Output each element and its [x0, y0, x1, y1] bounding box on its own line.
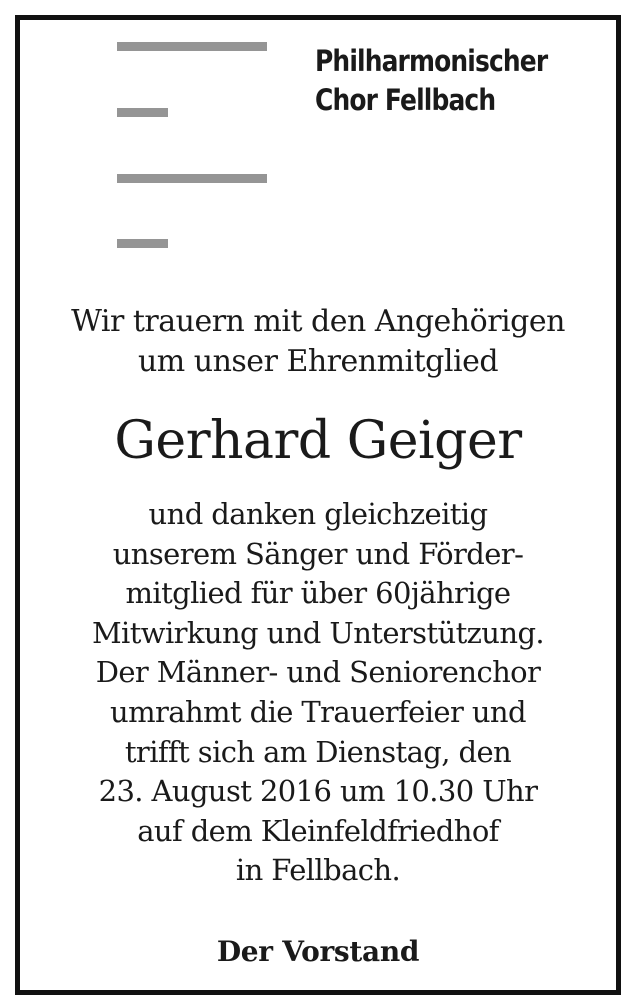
organization-name	[315, 42, 573, 120]
organization-name-line-2: Chor Fellbach	[315, 83, 496, 117]
body-line: trifft sich am Dienstag, den	[124, 734, 512, 769]
logo-bar	[117, 108, 168, 117]
signature: Der Vorstand	[216, 935, 420, 968]
chorus-bars-logo-icon	[117, 42, 277, 252]
body-line: Mitwirkung und Unterstützung.	[91, 615, 545, 650]
body-line: in Fellbach.	[235, 853, 401, 888]
logo-bar	[117, 239, 168, 248]
body-line: Der Männer- und Seniorenchor	[95, 655, 541, 690]
body-line: und danken gleichzeitig	[148, 497, 488, 531]
organization-name-line-1: Philharmonischer	[315, 44, 548, 78]
body-line: 23. August 2016 um 10.30 Uhr	[98, 774, 538, 809]
body-line: umrahmt die Trauerfeier und	[110, 694, 526, 729]
deceased-name: Gerhard Geiger	[114, 411, 522, 471]
logo-bar	[117, 174, 267, 183]
body-line: auf dem Kleinfeldfriedhof	[137, 813, 499, 848]
body-line: unserem Sänger und Förder-	[112, 536, 524, 571]
intro-text	[20, 302, 616, 382]
logo-bar	[117, 42, 267, 51]
body-text	[20, 495, 616, 891]
intro-line: um unser Ehrenmitglied	[137, 344, 499, 379]
obituary-notice	[15, 15, 621, 995]
intro-line: Wir trauern mit den Angehörigen	[71, 304, 565, 339]
body-line: mitglied für über 60jährige	[125, 576, 511, 611]
